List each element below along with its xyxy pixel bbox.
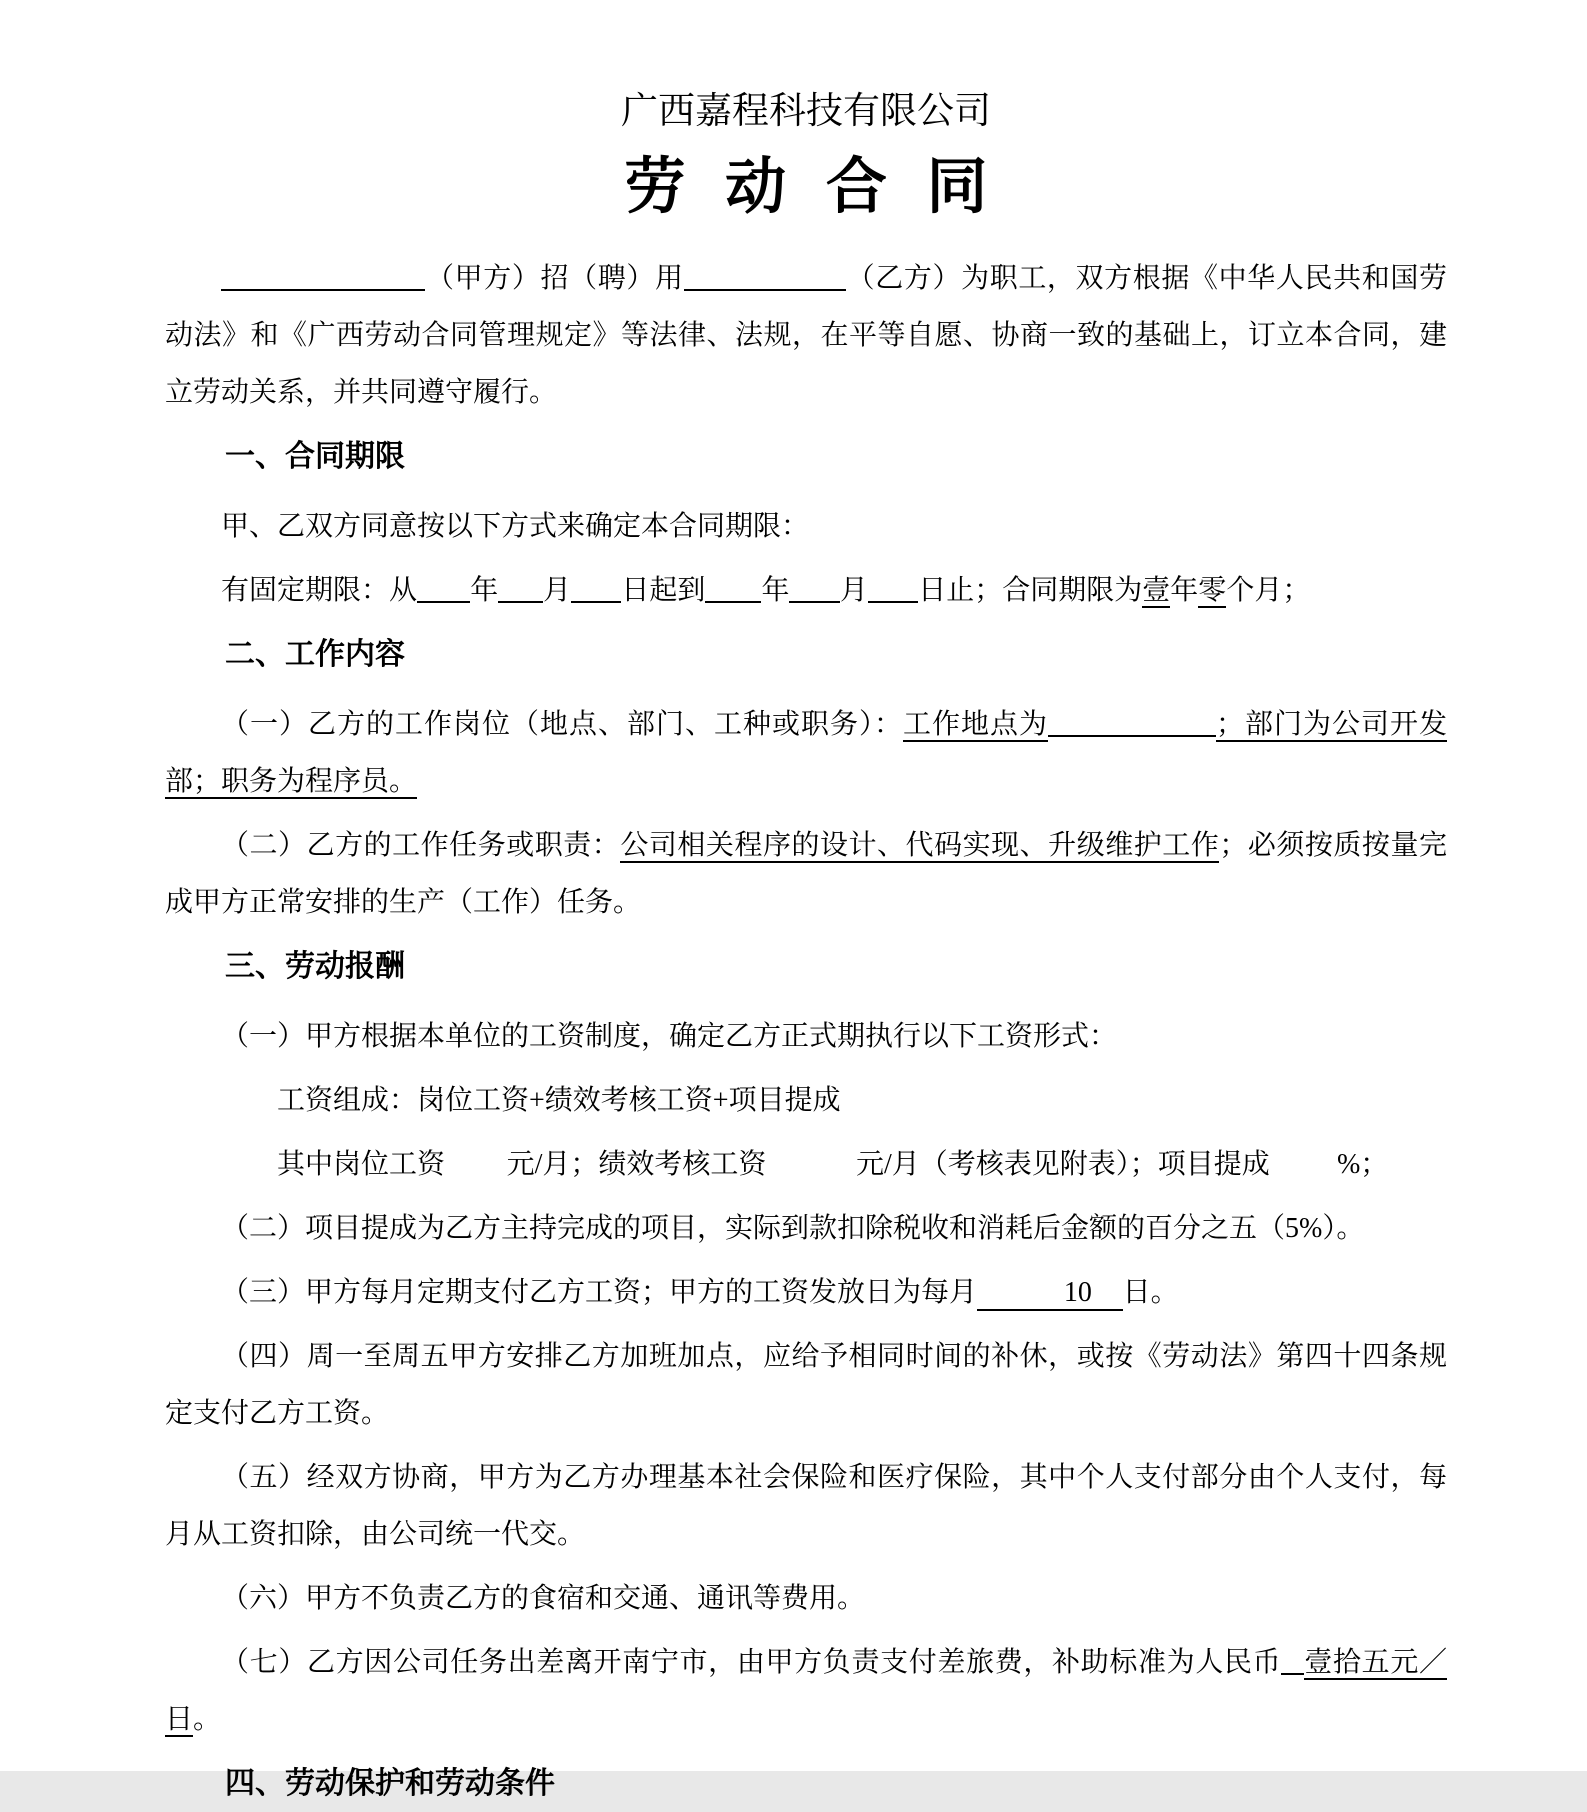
work-position: （一）乙方的工作岗位（地点、部门、工种或职务）：工作地点为 ；部门为公司开发部；职务为程序员。 bbox=[165, 709, 1447, 797]
spacer bbox=[1270, 1172, 1337, 1173]
fill-in-blank bbox=[417, 574, 470, 603]
fill-in-blank bbox=[1281, 1646, 1303, 1675]
insurance: （五）经双方协商，甲方为乙方办理基本社会保险和医疗保险，其中个人支付部分由个人支付，每月从工资扣除，由公司统一代交。 bbox=[165, 1462, 1447, 1550]
salary-form: （一）甲方根据本单位的工资制度，确定乙方正式期执行以下工资形式： bbox=[221, 1021, 1118, 1052]
company-title-text: 广西嘉程科技有限公司 bbox=[621, 91, 991, 132]
document-body bbox=[165, 250, 1447, 1812]
expenses-excluded: （六）甲方不负责乙方的食宿和交通、通讯等费用。 bbox=[221, 1583, 866, 1614]
project-commission: （二）项目提成为乙方主持完成的项目，实际到款扣除税收和消耗后金额的百分之五（5%）。 bbox=[221, 1213, 1365, 1244]
underlined-text: 公司相关程序的设计、代码实现、升级维护工作 bbox=[620, 830, 1220, 861]
overtime: （四）周一至周五甲方安排乙方加班加点，应给予相同时间的补休，或按《劳动法》第四十四条规定支付乙方工资。 bbox=[165, 1341, 1447, 1429]
section-heading-3: 三、劳动报酬 bbox=[225, 950, 405, 983]
fill-in-blank bbox=[868, 574, 918, 603]
term-intro: 甲、乙双方同意按以下方式来确定本合同期限： bbox=[221, 511, 810, 542]
fill-in-blank bbox=[498, 574, 543, 603]
company-title bbox=[165, 88, 1447, 136]
fill-in-blank bbox=[1048, 708, 1216, 737]
spacer bbox=[766, 1172, 856, 1173]
spacer bbox=[445, 1172, 507, 1173]
fill-in-blank bbox=[221, 262, 425, 291]
fill-in-blank bbox=[789, 574, 839, 603]
section-heading-4: 四、劳动保护和劳动条件 bbox=[225, 1767, 555, 1800]
salary-composition: 工资组成：岗位工资+绩效考核工资+项目提成 bbox=[277, 1085, 841, 1116]
document-title bbox=[165, 148, 1447, 228]
pay-day: （三）甲方每月定期支付乙方工资；甲方的工资发放日为每月 10 日。 bbox=[165, 1264, 1447, 1321]
fill-in-blank bbox=[684, 262, 846, 291]
intro-paragraph: （甲方）招（聘）用 （乙方）为职工，双方根据《中华人民共和国劳动法》和《广西劳动合同管理规定》等法律、法规，在平等自愿、协商一致的基础上，订立本合同，建立劳动关系，并共同遵守履行。 bbox=[165, 263, 1447, 408]
underlined-text: 壹拾五元／日 bbox=[165, 1647, 1447, 1735]
fill-in-blank: 10 bbox=[977, 1278, 1123, 1311]
term-fixed-dates: 有固定期限：从 年 月 日起到 年 月 日止；合同期限为壹年零个月； bbox=[221, 575, 1311, 606]
fill-in-blank bbox=[705, 574, 761, 603]
fill-in-blank bbox=[571, 574, 621, 603]
section-heading-1: 一、合同期限 bbox=[225, 440, 405, 473]
underlined-text: 工作地点为 bbox=[902, 709, 1048, 740]
underlined-text: 壹 bbox=[1142, 575, 1171, 606]
salary-details: 其中岗位工资 元/月；绩效考核工资 元/月（考核表见附表）；项目提成 %； bbox=[277, 1149, 1389, 1180]
document-title-text: 劳动合同 bbox=[624, 154, 1028, 221]
work-duty: （二）乙方的工作任务或职责：公司相关程序的设计、代码实现、升级维护工作；必须按质按量完成甲方正常安排的生产（工作）任务。 bbox=[165, 830, 1447, 918]
underlined-text: 零 bbox=[1198, 575, 1227, 606]
underlined-text: ；部门为公司开发部；职务为程序员。 bbox=[165, 709, 1447, 797]
section-heading-2: 二、工作内容 bbox=[225, 638, 405, 671]
travel-allowance: （七）乙方因公司任务出差离开南宁市，由甲方负责支付差旅费，补助标准为人民币 壹拾五元／日。 bbox=[165, 1647, 1447, 1735]
